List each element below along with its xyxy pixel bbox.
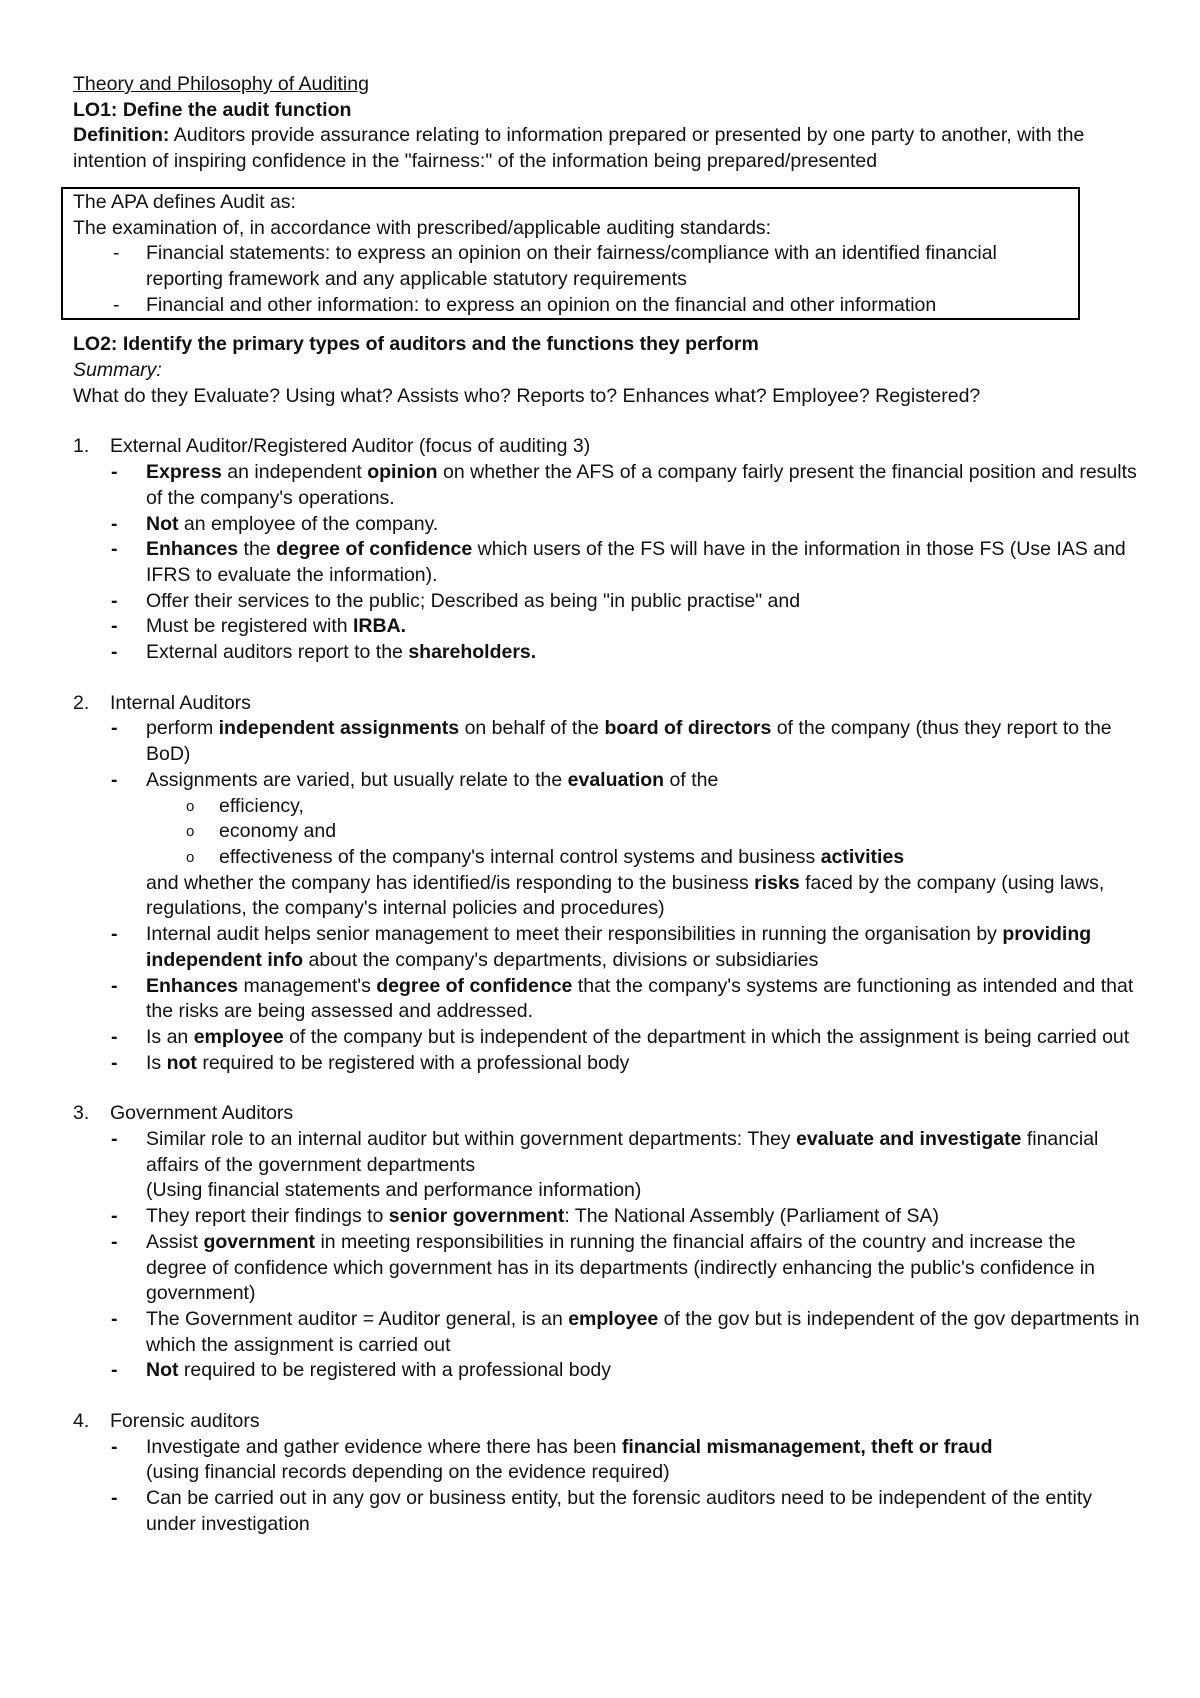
summary-label: Summary: <box>73 359 162 382</box>
list-item: - External auditors report to the shareholders. <box>73 640 1140 666</box>
government-auditors-bullets <box>73 1127 1140 1384</box>
internal-auditors-bullets <box>73 716 1140 793</box>
doc-title: Theory and Philosophy of Auditing <box>73 73 369 95</box>
list-item: - Enhances management's degree of confidence that the company's systems are functioning as intended and that the risks are being assessed and addressed. <box>73 974 1140 1025</box>
list-item: - Must be registered with IRBA. <box>73 614 1140 640</box>
list-item: - Investigate and gather evidence where there has been financial mismanagement, theft or fraud (using financial records depending on the evidence required) <box>73 1435 1140 1486</box>
summary-questions: What do they Evaluate? Using what? Assists who? Reports to? Enhances what? Employee? Registered? <box>73 384 981 407</box>
section-external-auditor-title: 1. External Auditor/Registered Auditor (focus of auditing 3) <box>73 435 591 458</box>
list-item: - Assist government in meeting responsibilities in running the financial affairs of the country and increase the degree of confidence which government has in its departments (indirectly enhancing the public's confidence in government) <box>73 1230 1140 1307</box>
list-item: - perform independent assignments on behalf of the board of directors of the company (thus they report to the BoD) <box>73 716 1140 767</box>
list-item: - Offer their services to the public; Described as being "in public practise" and <box>73 589 1140 615</box>
evaluation-continuation: and whether the company has identified/is responding to the business risks faced by the company (using laws, regulations, the company's internal policies and procedures) <box>146 871 1105 920</box>
lo1-definition: Definition: Auditors provide assurance relating to information prepared or presented by one party to another, with the intention of inspiring confidence in the "fairness:" of the information being prepared/presented <box>73 124 1085 173</box>
sub-item: o economy and <box>73 819 1140 845</box>
lo1-heading: LO1: Define the audit function <box>73 98 352 121</box>
apa-item: - Financial statements: to express an opinion on their fairness/compliance with an identified financial reporting framework and any applicable statutory requirements <box>73 241 1068 292</box>
list-item: - The Government auditor = Auditor general, is an employee of the gov but is independent of the gov departments in which the assignment is carried out <box>73 1307 1140 1358</box>
section-forensic-auditors-title: 4. Forensic auditors <box>73 1410 260 1433</box>
list-item: - Enhances the degree of confidence which users of the FS will have in the information in those FS (Use IAS and IFRS to evaluate the information). <box>73 537 1140 588</box>
list-item: - Not an employee of the company. <box>73 512 1140 538</box>
apa-definition-box <box>61 187 1080 321</box>
apa-line-1: The APA defines Audit as: <box>73 190 296 213</box>
list-item: - Express an independent opinion on whether the AFS of a company fairly present the financial position and results of the company's operations. <box>73 460 1140 511</box>
sub-item: o efficiency, <box>73 794 1140 820</box>
apa-line-2: The examination of, in accordance with prescribed/applicable auditing standards: <box>73 216 772 239</box>
list-item: - Internal audit helps senior management to meet their responsibilities in running the organisation by providing independent info about the company's departments, divisions or subsidiaries <box>73 922 1140 973</box>
evaluation-sublist <box>73 794 1140 871</box>
section-internal-auditors-title: 2. Internal Auditors <box>73 691 251 714</box>
list-item: - They report their findings to senior government: The National Assembly (Parliament of SA) <box>73 1204 1140 1230</box>
list-item: - Is an employee of the company but is independent of the department in which the assignment is being carried out <box>73 1025 1140 1051</box>
list-item: - Is not required to be registered with a professional body <box>73 1051 1140 1077</box>
list-item: - Assignments are varied, but usually relate to the evaluation of the <box>73 768 1140 794</box>
internal-auditors-bullets-2 <box>73 922 1140 1076</box>
list-item: - Not required to be registered with a professional body <box>73 1358 1140 1384</box>
list-item: - Similar role to an internal auditor but within government departments: They evaluate and investigate financial affairs of the government departments (Using financial statements and performance information) <box>73 1127 1140 1204</box>
sub-item: o effectiveness of the company's internal control systems and business activities <box>73 845 1140 871</box>
apa-items <box>73 241 1068 318</box>
apa-item: - Financial and other information: to express an opinion on the financial and other information <box>73 293 1068 319</box>
lo2-heading: LO2: Identify the primary types of auditors and the functions they perform <box>73 333 759 356</box>
external-auditor-bullets <box>73 460 1140 666</box>
list-item: - Can be carried out in any gov or business entity, but the forensic auditors need to be independent of the entity under investigation <box>73 1486 1140 1537</box>
forensic-auditors-bullets <box>73 1435 1140 1538</box>
section-government-auditors-title: 3. Government Auditors <box>73 1102 294 1125</box>
